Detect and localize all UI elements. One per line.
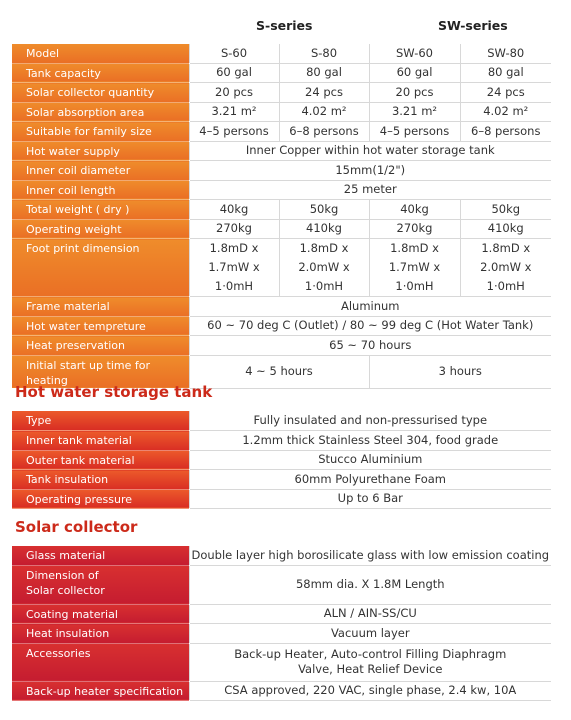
spec-cell: 80 gal	[460, 63, 551, 83]
spec-cell: 20 pcs	[189, 83, 279, 103]
spec-cell: 410kg	[460, 219, 551, 239]
spec-cell: 410kg	[279, 219, 369, 239]
spec-cell: 270kg	[189, 219, 279, 239]
spec-cell-line: 2.0mW x	[298, 260, 350, 274]
spec-cell: 40kg	[369, 200, 460, 220]
tank-cell: Up to 6 Bar	[189, 489, 551, 509]
spec-cell: 4.02 m²	[460, 102, 551, 122]
spec-cell: 4–5 persons	[189, 122, 279, 142]
collector-row-label: Dimension of Solar collector	[12, 565, 189, 604]
spec-row-label: Suitable for family size	[12, 122, 189, 142]
spec-cell: 60 gal	[189, 63, 279, 83]
spec-cell: 270kg	[369, 219, 460, 239]
spec-cell-line: 1.7mW x	[208, 260, 260, 274]
spec-row	[12, 316, 551, 336]
tank-table	[12, 411, 551, 509]
spec-row-label: Operating weight	[12, 219, 189, 239]
spec-row	[12, 141, 551, 161]
spec-cell	[460, 239, 551, 297]
tank-row-label: Inner tank material	[12, 431, 189, 451]
spec-row-label: Inner coil diameter	[12, 161, 189, 181]
spec-cell: 50kg	[460, 200, 551, 220]
spec-row	[12, 239, 551, 297]
spec-cell-line: 1·0mH	[395, 279, 434, 293]
spec-cell-line: 2.0mW x	[480, 260, 532, 274]
spec-row-label: Solar collector quantity	[12, 83, 189, 103]
spec-cell: 3.21 m²	[189, 102, 279, 122]
spec-cell: 15mm(1/2")	[189, 161, 551, 181]
spec-cell: S-60	[189, 44, 279, 63]
spec-row	[12, 336, 551, 356]
collector-row	[12, 681, 551, 701]
collector-row	[12, 565, 551, 604]
tank-row	[12, 489, 551, 509]
collector-row	[12, 624, 551, 644]
collector-row-label: Glass material	[12, 546, 189, 565]
spec-row-label: Hot water tempreture	[12, 316, 189, 336]
spec-cell: 6–8 persons	[279, 122, 369, 142]
sw-series-header: SW-series	[438, 18, 508, 33]
spec-cell-line: 1.8mD x	[481, 241, 531, 255]
collector-row-label: Back-up heater specification	[12, 681, 189, 701]
spec-cell: 20 pcs	[369, 83, 460, 103]
spec-cell	[279, 239, 369, 297]
spec-row	[12, 83, 551, 103]
spec-cell: 65 ~ 70 hours	[189, 336, 551, 356]
spec-cell: 6–8 persons	[460, 122, 551, 142]
collector-cell: ALN / AIN-SS/CU	[189, 604, 551, 624]
spec-row	[12, 63, 551, 83]
spec-cell: SW-80	[460, 44, 551, 63]
tank-row	[12, 470, 551, 490]
spec-cell: 80 gal	[279, 63, 369, 83]
spec-cell-line: 1·0mH	[214, 279, 254, 293]
spec-row-label: Total weight ( dry )	[12, 200, 189, 220]
spec-row	[12, 219, 551, 239]
spec-cell: 60 ~ 70 deg C (Outlet) / 80 ~ 99 deg C (Hot Water Tank)	[189, 316, 551, 336]
spec-row	[12, 161, 551, 181]
spec-row-label: Model	[12, 44, 189, 63]
spec-cell: 40kg	[189, 200, 279, 220]
collector-row	[12, 604, 551, 624]
spec-cell: 25 meter	[189, 180, 551, 200]
collector-cell: 58mm dia. X 1.8M Length	[189, 565, 551, 604]
hot-water-tank-title: Hot water storage tank	[15, 383, 213, 401]
spec-row	[12, 102, 551, 122]
collector-cell: Double layer high borosilicate glass with low emission coating	[189, 546, 551, 565]
spec-row	[12, 297, 551, 317]
tank-row	[12, 411, 551, 431]
spec-cell-line: 1.7mW x	[388, 260, 441, 274]
spec-cell	[369, 239, 460, 297]
tank-row	[12, 450, 551, 470]
spec-row	[12, 180, 551, 200]
spec-cell: S-80	[279, 44, 369, 63]
spec-cell-line: 1.8mD x	[209, 241, 259, 255]
spec-cell-line: 1.8mD x	[390, 241, 439, 255]
spec-row	[12, 44, 551, 63]
spec-row-label: Solar absorption area	[12, 102, 189, 122]
spec-cell-line: 1.8mD x	[299, 241, 349, 255]
spec-row-label: Inner coil length	[12, 180, 189, 200]
tank-cell: 60mm Polyurethane Foam	[189, 470, 551, 490]
tank-row-label: Operating pressure	[12, 489, 189, 509]
spec-cell-line: 1·0mH	[486, 279, 525, 293]
spec-row-label: Tank capacity	[12, 63, 189, 83]
spec-cell: 60 gal	[369, 63, 460, 83]
collector-row-label: Accessories	[12, 643, 189, 681]
spec-cell	[189, 239, 279, 297]
spec-cell: 3.21 m²	[369, 102, 460, 122]
collector-table	[12, 546, 551, 701]
tank-row	[12, 431, 551, 451]
spec-table	[12, 44, 551, 389]
collector-cell: Vacuum layer	[189, 624, 551, 644]
spec-cell: 24 pcs	[279, 83, 369, 103]
collector-cell: CSA approved, 220 VAC, single phase, 2.4 kw, 10A	[189, 681, 551, 701]
tank-cell: Stucco Aluminium	[189, 450, 551, 470]
collector-row	[12, 546, 551, 565]
tank-row-label: Type	[12, 411, 189, 431]
spec-cell: 4–5 persons	[369, 122, 460, 142]
spec-row-label: Foot print dimension	[12, 239, 189, 297]
spec-row	[12, 200, 551, 220]
solar-collector-title: Solar collector	[15, 518, 138, 536]
spec-cell-line: 1·0mH	[304, 279, 344, 293]
spec-cell: 24 pcs	[460, 83, 551, 103]
collector-row-label: Coating material	[12, 604, 189, 624]
spec-cell: 3 hours	[369, 355, 551, 388]
spec-cell: Aluminum	[189, 297, 551, 317]
spec-row-label: Initial start up time for heating	[12, 355, 189, 388]
tank-row-label: Outer tank material	[12, 450, 189, 470]
tank-cell: Fully insulated and non-pressurised type	[189, 411, 551, 431]
spec-cell: Inner Copper within hot water storage tank	[189, 141, 551, 161]
spec-row-label: Heat preservation	[12, 336, 189, 356]
spec-row	[12, 122, 551, 142]
spec-cell: 4 ~ 5 hours	[189, 355, 369, 388]
collector-cell: Back-up Heater, Auto-control Filling Diaphragm Valve, Heat Relief Device	[189, 643, 551, 681]
spec-cell: SW-60	[369, 44, 460, 63]
tank-row-label: Tank insulation	[12, 470, 189, 490]
collector-row-label: Heat insulation	[12, 624, 189, 644]
s-series-header: S-series	[256, 18, 313, 33]
spec-cell: 50kg	[279, 200, 369, 220]
spec-row-label: Hot water supply	[12, 141, 189, 161]
spec-row-label: Frame material	[12, 297, 189, 317]
spec-cell: 4.02 m²	[279, 102, 369, 122]
collector-row	[12, 643, 551, 681]
tank-cell: 1.2mm thick Stainless Steel 304, food grade	[189, 431, 551, 451]
